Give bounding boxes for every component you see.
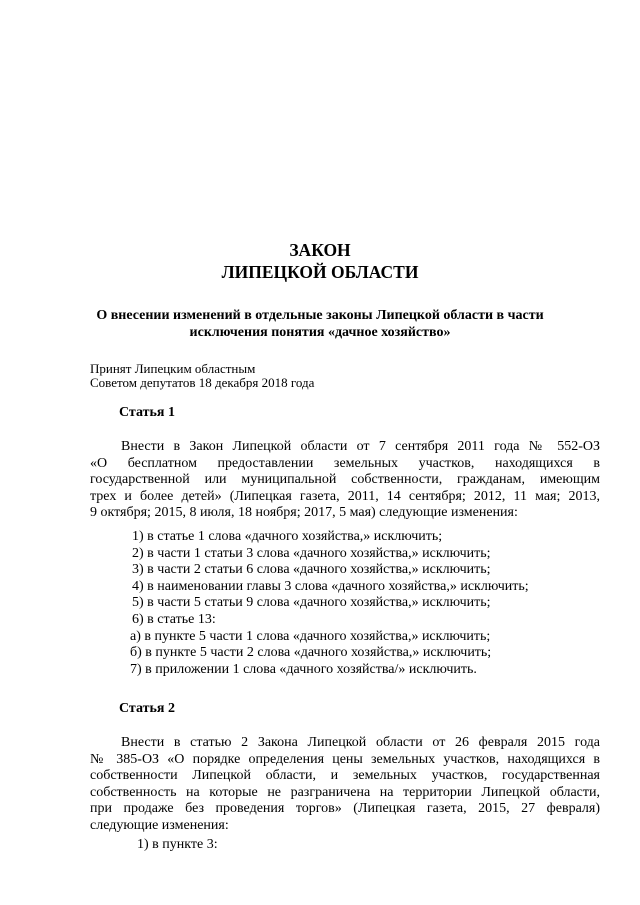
list-item: 3) в части 2 статьи 6 слова «дачного хозяйства,» исключить; bbox=[132, 562, 491, 578]
article-2-intro-line: собственности Липецкой области, и земельных участков, государственная bbox=[90, 768, 600, 783]
article-1-intro-line: трех и более детей» (Липецкая газета, 2011, 14 сентября; 2012, 11 мая; 2013, bbox=[90, 488, 600, 504]
article-1-intro-line: государственной или муниципальной собственности, гражданам, имеющим bbox=[90, 472, 600, 487]
adoption-note-line-1: Принят Липецким областным bbox=[90, 361, 256, 376]
article-2-intro-line: собственность на которые не разграничена на территории Липецкой области, bbox=[90, 784, 600, 800]
article-2-intro bbox=[90, 735, 600, 834]
article-2-heading: Статья 2 bbox=[119, 701, 175, 716]
article-1-intro-line: «О бесплатном предоставлении земельных участков, находящихся в bbox=[90, 455, 600, 471]
law-subtitle-line-1: О внесении изменений в отдельные законы Липецкой области в части bbox=[96, 308, 544, 323]
list-item: 7) в приложении 1 слова «дачного хозяйства/» исключить. bbox=[130, 661, 477, 677]
article-2-intro-line: следующие изменения: bbox=[90, 817, 229, 833]
article-1-items bbox=[132, 529, 529, 678]
list-item: а) в пункте 5 части 1 слова «дачного хозяйства,» исключить; bbox=[130, 628, 491, 644]
article-1-intro-line: 9 октября; 2015, 8 июля, 18 ноября; 2017, 5 мая) следующие изменения: bbox=[90, 505, 518, 520]
article-1-heading: Статья 1 bbox=[119, 405, 175, 420]
article-2-items bbox=[137, 837, 218, 854]
list-item: 6) в статье 13: bbox=[132, 611, 216, 627]
list-item: 2) в части 1 статьи 3 слова «дачного хозяйства,» исключить; bbox=[132, 545, 491, 561]
law-title-line-1: ЗАКОН bbox=[289, 240, 351, 260]
list-item: 1) в пункте 3: bbox=[137, 837, 218, 852]
list-item: б) в пункте 5 части 2 слова «дачного хозяйства,» исключить; bbox=[130, 645, 492, 661]
law-title-line-2: ЛИПЕЦКОЙ ОБЛАСТИ bbox=[221, 262, 419, 282]
list-item: 1) в статье 1 слова «дачного хозяйства,» исключить; bbox=[132, 529, 443, 544]
article-2-intro-line: № 385-ОЗ «О порядке определения цены земельных участков, находящихся в bbox=[90, 751, 600, 767]
law-subtitle-line-2: исключения понятия «дачное хозяйство» bbox=[189, 325, 451, 340]
adoption-note-line-2: Советом депутатов 18 декабря 2018 года bbox=[90, 375, 315, 390]
list-item: 4) в наименовании главы 3 слова «дачного хозяйства,» исключить; bbox=[132, 578, 529, 594]
article-1-intro-line: Внести в Закон Липецкой области от 7 сентября 2011 года № 552-ОЗ bbox=[121, 439, 600, 454]
article-2-intro-line: при продаже без проведения торгов» (Липецкая газета, 2015, 27 февраля) bbox=[90, 801, 600, 816]
article-2-intro-line: Внести в статью 2 Закона Липецкой области от 26 февраля 2015 года bbox=[121, 735, 600, 750]
article-1-intro bbox=[90, 439, 600, 522]
list-item: 5) в части 5 статьи 9 слова «дачного хозяйства,» исключить; bbox=[132, 595, 491, 611]
